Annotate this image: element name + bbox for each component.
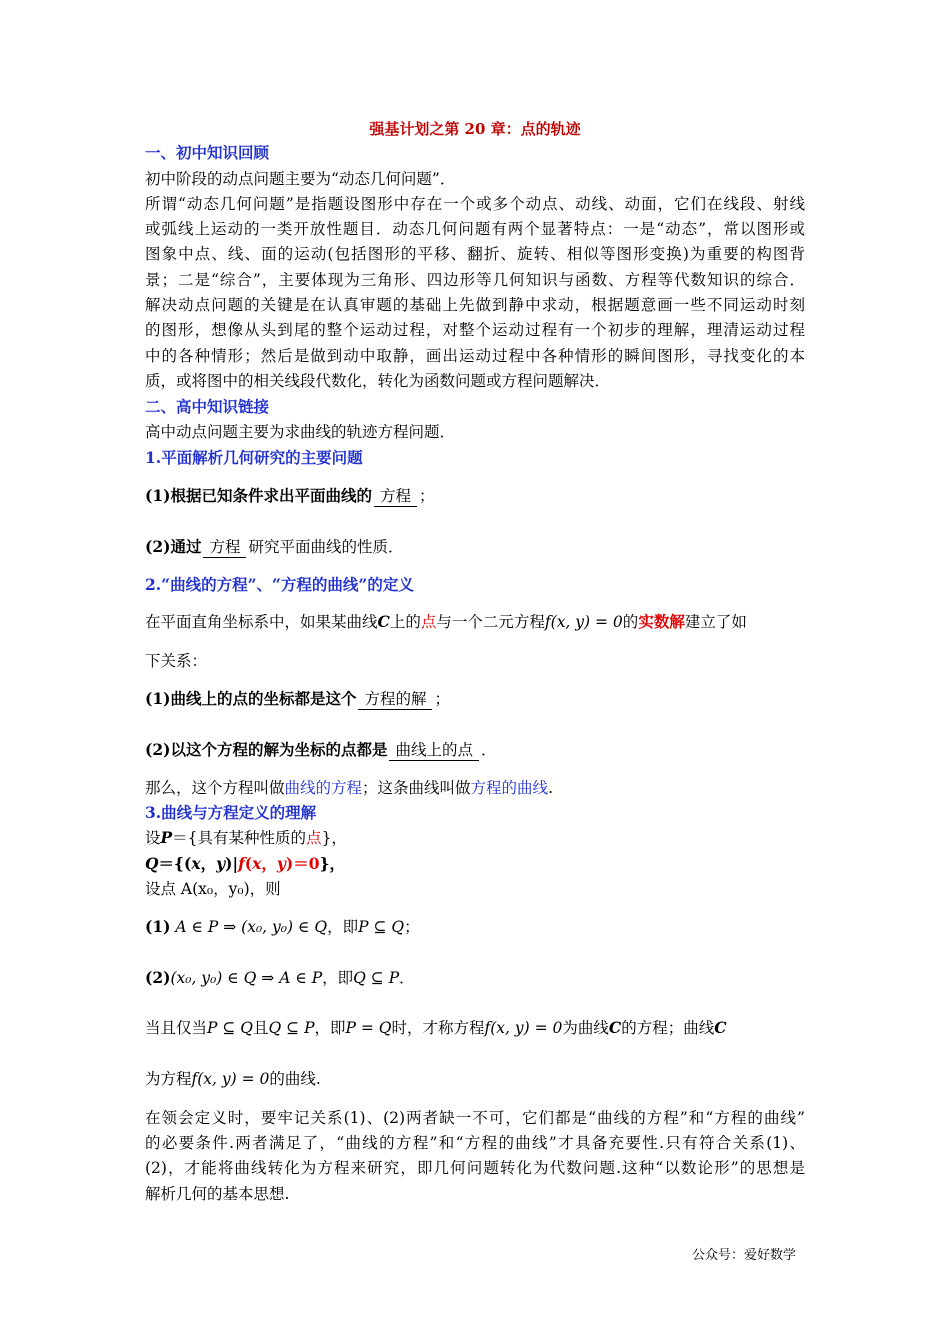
page-title: 强基计划之第 20 章：点的轨迹 <box>369 120 581 138</box>
text: 的方程；曲线 <box>621 1019 715 1037</box>
subsection-heading-2: 2.“曲线的方程”、“方程的曲线”的定义 <box>145 575 414 594</box>
definition-line: 下关系： <box>145 652 208 670</box>
math-symbol: C <box>608 1018 622 1037</box>
text: 为曲线 <box>562 1019 609 1037</box>
text: }， <box>321 829 347 847</box>
text: (1) <box>145 917 171 936</box>
text: 的曲线. <box>269 1070 321 1088</box>
item-text: ； <box>434 690 450 708</box>
text: 在平面直角坐标系中，如果某曲线 <box>145 613 378 631</box>
item-text: 研究平面曲线的性质． <box>248 538 404 556</box>
definition-line <box>145 612 805 632</box>
list-item <box>145 689 805 710</box>
subsection-heading-3: 3.曲线与方程定义的理解 <box>145 803 317 822</box>
math-symbol: f <box>238 854 245 873</box>
text: (2) <box>145 968 171 987</box>
paragraph-line: (2)，才能将曲线转化为方程来研究，即几何问题转化为代数问题.这种“以数论形”的思想是 <box>145 1159 805 1177</box>
math-symbol: y <box>276 854 286 873</box>
math-expression: f(x, y) = 0 <box>484 1019 563 1037</box>
item-text: (2)通过 <box>145 537 202 556</box>
text: ． <box>399 969 415 987</box>
footer-watermark: 公众号：爱好数学 <box>692 1248 797 1263</box>
math-symbol: C <box>377 612 390 631</box>
item-text: ． <box>480 741 497 759</box>
text: ；这条曲线叫做 <box>362 779 471 797</box>
text: 那么，这个方程叫做 <box>145 779 285 797</box>
iff-line <box>145 1018 805 1038</box>
conclusion-line <box>145 778 805 798</box>
relation-line <box>145 917 805 937</box>
text: ， <box>200 854 217 873</box>
set-definition <box>145 854 805 874</box>
set-definition <box>145 828 805 848</box>
highlight-text: 方程的曲线 <box>470 779 549 797</box>
highlight-text: 点 <box>306 829 322 847</box>
paragraph: 高中动点问题主要为求曲线的轨迹方程问题． <box>145 423 456 441</box>
paragraph-line: 的必要条件.两者满足了，“曲线的方程”和“方程的曲线”才具备充要性.只有符合关系(1)、 <box>145 1134 805 1152</box>
math-expression: P ⊆ Q <box>207 1019 253 1037</box>
math-expression: (x₀, y₀) ∈ Q ⇒ A ∈ P <box>170 969 323 987</box>
paragraph-line: 质，或将图中的相关线段代数化，转化为函数问题或方程问题解决． <box>145 372 611 390</box>
text: 且 <box>253 1019 269 1037</box>
text: ，即 <box>322 969 354 987</box>
section-heading-2: 二、高中知识链接 <box>145 397 270 416</box>
paragraph-line: 或弧线上运动的一类开放性题目．动态几何问题有两个显著特点：一是“动态”，常以图形或 <box>145 220 805 238</box>
fill-blank: 方程的解 <box>358 690 432 710</box>
text: 与一个二元方程 <box>436 613 545 631</box>
highlight-text: 曲线的方程 <box>284 779 363 797</box>
text: 为方程 <box>145 1070 192 1088</box>
text: ( <box>244 854 253 873</box>
math-symbol: y <box>216 854 226 873</box>
text: 时，才称方程 <box>391 1019 485 1037</box>
text: ＝{( <box>158 854 192 873</box>
text: 上的 <box>389 613 421 631</box>
math-expression: P = Q <box>345 1019 392 1037</box>
text: ＝{具有某种性质的 <box>172 829 307 847</box>
paragraph-line: 解决动点问题的关键是在认真审题的基础上先做到静中求动，根据题意画一些不同运动时刻 <box>145 296 805 314</box>
text: ； <box>404 918 420 936</box>
item-text: (1)根据已知条件求出平面曲线的 <box>145 486 372 505</box>
paragraph: 初中阶段的动点问题主要为“动态几何问题”． <box>145 170 456 188</box>
paragraph-line: 图象中点、线、面的运动(包括图形的平移、翻折、旋转、相似等图形变换)为重要的构图背 <box>145 245 805 263</box>
fill-blank: 曲线上的点 <box>389 741 479 761</box>
text: ， <box>261 854 277 873</box>
text: 建立了如 <box>684 613 747 631</box>
math-symbol: x <box>191 854 201 873</box>
text: 设 <box>145 829 161 847</box>
subsection-heading-1: 1.平面解析几何研究的主要问题 <box>145 448 363 467</box>
math-expression: A ∈ P ⇒ (x₀, y₀) ∈ Q <box>175 918 328 936</box>
math-symbol: P <box>160 828 173 847</box>
math-expression: P ⊆ Q <box>358 918 405 936</box>
text: }， <box>319 854 345 873</box>
highlight-text: 实数解 <box>638 612 685 631</box>
text: 当且仅当 <box>145 1019 208 1037</box>
relation-line <box>145 968 805 988</box>
text: . <box>548 779 553 797</box>
point-definition: 设点 A(x₀，y₀)，则 <box>145 880 281 898</box>
item-text: ； <box>418 487 435 505</box>
math-expression: f(x, y) = 0 <box>191 1070 270 1088</box>
math-expression: Q ⊆ P <box>353 969 400 987</box>
math-expression: f(x, y) = 0 <box>544 613 623 631</box>
text: 的 <box>622 613 639 631</box>
math-symbol: Q <box>145 854 159 873</box>
math-expression: Q ⊆ P <box>268 1019 315 1037</box>
item-text: (1)曲线上的点的坐标都是这个 <box>145 689 357 708</box>
fill-blank: 方程 <box>203 538 246 558</box>
list-item <box>145 486 805 507</box>
math-symbol: C <box>714 1018 727 1037</box>
math-symbol: x <box>252 854 262 873</box>
paragraph-line: 中的各种情形；然后是做到动中取静，画出运动过程中各种情形的瞬间图形，寻找变化的本 <box>145 347 805 365</box>
paragraph-line: 解析几何的基本思想. <box>145 1185 290 1203</box>
item-text: (2)以这个方程的解为坐标的点都是 <box>145 740 388 759</box>
paragraph-line: 景；二是“综合”，主要体现为三角形、四边形等几何知识与函数、方程等代数知识的综合． <box>145 271 805 289</box>
list-item <box>145 537 805 558</box>
text: )| <box>225 854 239 873</box>
paragraph-line: 在领会定义时，要牢记关系(1)、(2)两者缺一不可，它们都是“曲线的方程”和“方程的曲线” <box>145 1109 805 1127</box>
text: ，即 <box>327 918 359 936</box>
text: ，即 <box>314 1019 346 1037</box>
fill-blank: 方程 <box>374 487 417 507</box>
text: )＝0 <box>285 854 320 873</box>
section-heading-1: 一、初中知识回顾 <box>145 143 270 162</box>
highlight-text: 点 <box>420 613 437 631</box>
paragraph-line: 的图形，想像从头到尾的整个运动过程，对整个运动过程有一个初步的理解，理清运动过程 <box>145 321 805 339</box>
iff-line <box>145 1069 805 1089</box>
list-item <box>145 740 805 761</box>
paragraph-line: 所谓“动态几何问题”是指题设图形中存在一个或多个动点、动线、动面，它们在线段、射线 <box>145 195 805 213</box>
